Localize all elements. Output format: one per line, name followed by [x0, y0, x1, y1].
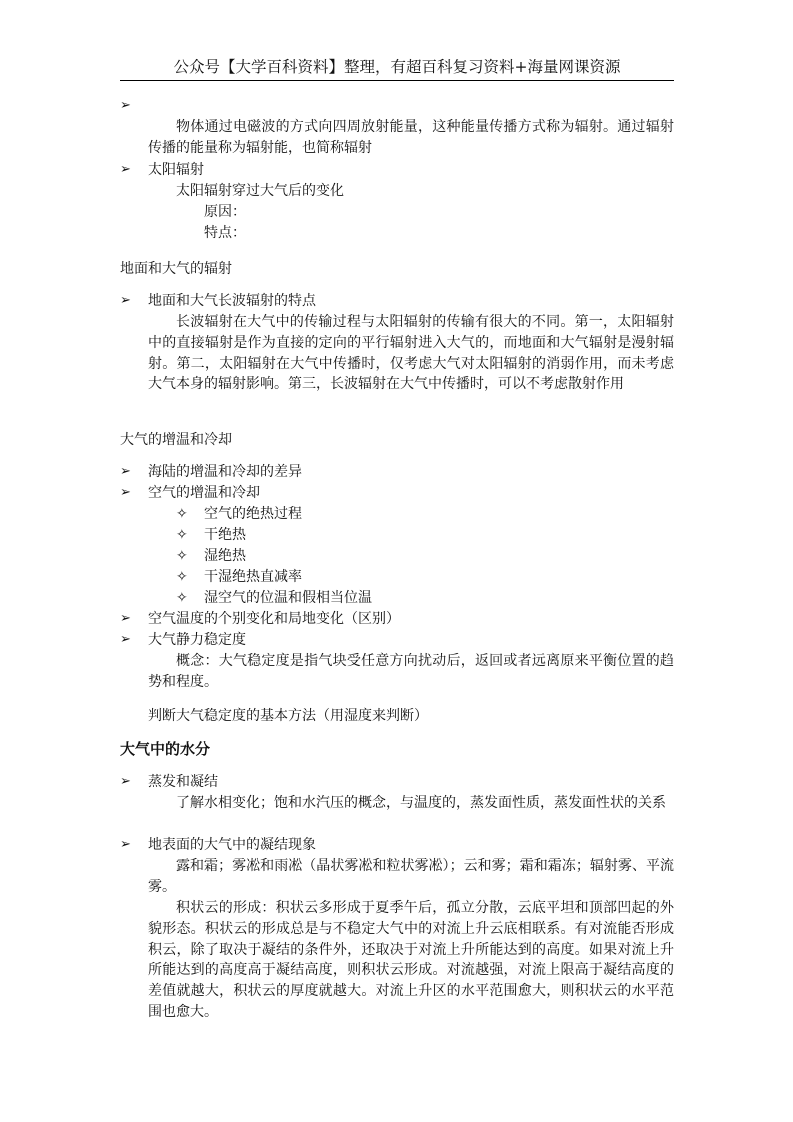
diamond-bullet-icon: ✧	[176, 569, 188, 585]
heating-cooling-title: 大气的增温和冷却	[120, 432, 232, 448]
bullet-icon: ➢	[120, 464, 131, 479]
page-header: 公众号【大学百科资料】整理，有超百科复习资料+海量网课资源	[120, 56, 674, 81]
diamond-bullet-icon: ✧	[176, 506, 188, 522]
stability-item: 大气静力稳定度	[148, 632, 246, 648]
bullet-icon: ➢	[120, 162, 131, 177]
ground-radiation-title: 地面和大气的辐射	[120, 261, 232, 277]
bullet-icon: ➢	[120, 837, 131, 852]
stability-method: 判断大气稳定度的基本方法（用湿度来判断）	[148, 708, 428, 724]
sub-item-dry-adiabatic: 干绝热	[204, 527, 246, 543]
sub-item-adiabatic: 空气的绝热过程	[204, 506, 302, 522]
diamond-bullet-icon: ✧	[176, 590, 188, 606]
condensation-text: 露和霜；雾凇和雨凇（晶状雾凇和粒状雾凇）；云和雾；霜和霜冻；辐射雾、平流雾。	[148, 858, 674, 895]
solar-change-line: 太阳辐射穿过大气后的变化	[176, 183, 344, 199]
solar-radiation-heading: 太阳辐射	[148, 162, 204, 178]
land-sea-item: 海陆的增温和冷却的差异	[148, 464, 302, 480]
temp-change-item: 空气温度的个别变化和局地变化（区别）	[148, 611, 400, 627]
sub-item-lapse-rate: 干湿绝热直减率	[204, 569, 302, 585]
bullet-icon: ➢	[120, 774, 131, 789]
cumulus-paragraph: 积状云的形成：积状云多形成于夏季午后，孤立分散，云底平坦和顶部凹起的外貌形态。积状云的形成总是与不稳定大气中的对流上升云底相联系。有对流能否形成积云，除了取决于凝结的条件外，还取决于对流上升所能达到的高度。如果对流上升所能达到的高度高于凝结高度，则积状云形成。对流越强，对流上限高于凝结高度的差值就越大，积状云的厚度就越大。对流上升区的水平范围愈大，则积状云的水平范围也愈大。	[148, 900, 674, 1020]
feature-label: 特点：	[204, 225, 246, 241]
longwave-item: 地面和大气长波辐射的特点	[148, 293, 316, 309]
condensation-item: 地表面的大气中的凝结现象	[148, 837, 316, 853]
bullet-icon: ➢	[120, 485, 131, 500]
evaporation-item: 蒸发和凝结	[148, 774, 218, 790]
bullet-icon: ➢	[120, 98, 131, 113]
diamond-bullet-icon: ✧	[176, 548, 188, 564]
sub-item-potential-temp: 湿空气的位温和假相当位温	[204, 590, 372, 606]
reason-label: 原因：	[204, 204, 246, 220]
water-section-title: 大气中的水分	[120, 740, 211, 758]
bullet-icon: ➢	[120, 293, 131, 308]
evaporation-text: 了解水相变化；饱和水汽压的概念，与温度的，蒸发面性质，蒸发面性状的关系	[176, 795, 666, 811]
bullet-icon: ➢	[120, 632, 131, 647]
longwave-paragraph: 长波辐射在大气中的传输过程与太阳辐射的传输有很大的不同。第一，太阳辐射中的直接辐射是作为直接的定向的平行辐射进入大气的，而地面和大气辐射是漫射辐射。第二，太阳辐射在大气中传播时，仅考虑大气对太阳辐射的消弱作用，而未考虑大气本身的辐射影响。第三，长波辐射在大气中传播时，可以不考虑散射作用	[148, 314, 674, 393]
bullet-icon: ➢	[120, 611, 131, 626]
diamond-bullet-icon: ✧	[176, 527, 188, 543]
air-heating-item: 空气的增温和冷却	[148, 485, 260, 501]
radiation-definition: 物体通过电磁波的方式向四周放射能量，这种能量传播方式称为辐射。通过辐射传播的能量称为辐射能，也简称辐射	[148, 119, 674, 156]
stability-concept: 概念：大气稳定度是指气块受任意方向扰动后，返回或者远离原来平衡位置的趋势和程度。	[148, 653, 674, 690]
sub-item-wet-adiabatic: 湿绝热	[204, 548, 246, 564]
